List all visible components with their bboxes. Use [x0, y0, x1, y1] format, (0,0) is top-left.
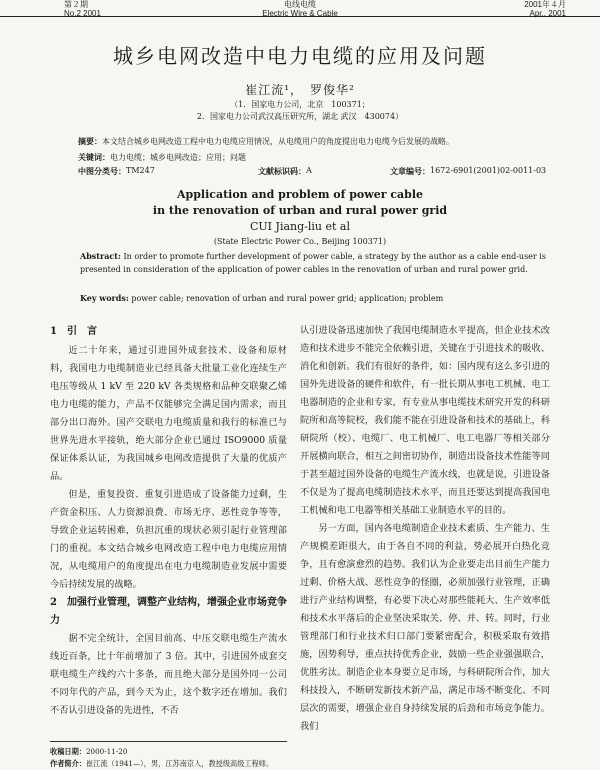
header-right [524, 1, 566, 19]
section-2-paragraph-2: 另一方面，国内各电缆制造企业技术素质、生产能力、生产规模差距很大，由于各自不同的利益，势必展开白热化竞争，且有愈演愈烈的趋势。我们认为企业要走出目前生产能力过剩、价格大战、恶性竞争的怪圈，必须加强行业管理，正确进行产业结构调整，有必要下决心对那些能耗大、生产效率低和技术水平落后的企业坚决采取关、停、并、转。同时，行业管理部门和行业技术归口部门要紧密配合，积极采取有效措施，因势利导，重点扶持优秀企业，鼓励一些企业强强联合，优胜劣汰。制造企业本身要立足市场，与科研院所合作，加大科技投入，不断研发新技术新产品，满足市场不断变化、不同层次的需要，增强企业自身持续发展的后劲和市场竞争能力。我们 [300, 523, 550, 732]
abstract-cn [78, 134, 548, 149]
author-en: CUI Jiang-liu et al [250, 220, 350, 233]
received-value: 2000-11-20 [85, 747, 128, 756]
paper-title-cn: 城乡电网改造中电力电缆的应用及问题 [113, 44, 487, 68]
keywords-cn-text: 电力电缆；城乡电网改造；应用；问题 [110, 153, 246, 162]
affiliation-1: （1．国家电力公司，北京 100371； [230, 100, 370, 109]
section-2-paragraph-1-continued: 认引进设备迅速加快了我国电缆制造水平提高，但企业技术改造和技术进步不能完全依赖引进，关键在于引进技术的吸收、消化和创新。我们有很好的条件，如：国内现有这么多引进的国外先进设备的硬件和软件，有一批长期从事电工机械、电工电器制造的企业和专家，有专业从事电缆技术研究开发的科研院所和高等院校，我们能不能在引进设备和技术的基础上，科研院所（校）、电缆厂、电工机械厂、电工电器厂等相关部分开展横向联合，相互之间密切协作，制造出设备技术性能等同于甚至超过国外设备的电缆生产流水线，也就是说，引进设备不仅是为了提高电缆制造技术水平，而且还要达到提高我国电工机械和电工电器等相关基础工业制造水平的目的。 [300, 325, 550, 516]
clc-value: TM247 [126, 166, 155, 175]
header-center [0, 1, 600, 19]
header-date-cn: 2001年４月 [524, 0, 566, 9]
header-issue-en: No.2 2001 [64, 8, 101, 18]
bio-value: 崔江流（1941—），男，江苏南京人，教授级高级工程师。 [85, 759, 274, 768]
bio-label: 作者简介： [50, 759, 86, 768]
running-header [0, 0, 600, 17]
abstract-en [80, 250, 550, 276]
received-date [50, 746, 287, 758]
paper-title-en-line1: Application and problem of power cable [176, 188, 424, 201]
header-journal-en: Electric Wire & Cable [262, 8, 338, 18]
header-date-en: Apr., 2001 [529, 8, 566, 18]
header-journal-cn: 电线电缆 [284, 0, 316, 9]
keywords-cn [78, 150, 548, 165]
keywords-en [80, 293, 550, 303]
paper-title-en-line2: in the renovation of urban and rural power grid [152, 204, 448, 217]
keywords-cn-label: 关键词： [78, 152, 110, 162]
classification-row [78, 166, 548, 180]
section-1-paragraph-1: 近二十年来，通过引进国外成套技术、设备和原材料，我国电力电缆制造业已经具备大批量工业化连续生产电压等级从 1 kV 至 220 kV 各类规格和品种交联聚乙烯电力电缆的能力，产品不仅能够完全满足国内需求，而且部分出口海外。国产交联电力电缆质量和我行的标准已与世界先进水平接轨，绝大部分企业已通过 ISO9000 质量保证体系认证，为我国城乡电网改造提供了大量的优质产品。 [50, 345, 287, 482]
affiliation-2: 2．国家电力公司武汉高压研究所，湖北 武汉 430074） [196, 112, 404, 121]
article-id-label: 文章编号： [390, 166, 430, 176]
body-column-right [300, 322, 550, 736]
section-2-paragraph-1: 据不完全统计，全国目前高、中压交联电缆生产流水线近百条，比十年前增加了 3 倍。其中，引进国外成套交联电缆生产线约六十多条，而且绝大部分是国外同一公司不同年代的产品，到今天为止，这个数字还在增加。我们不否认引进设备的先进性，不否 [50, 633, 287, 716]
keywords-en-text: power cable; renovation of urban and rural power grid; application; problem [128, 294, 444, 303]
article-id-value: 1672-6901(2001)02-0011-03 [430, 166, 547, 175]
abstract-en-label: Abstract: [80, 251, 121, 261]
affiliation-en: (State Electric Power Co., Beijing 100371) [213, 237, 387, 246]
abstract-en-text: In order to promote further development of power cable, a strategy by the author as a cable end-user is presented in consideration of the application of power cables in the renovation of urban and rural power grid. [80, 252, 546, 274]
keywords-en-label: Key words: [80, 293, 129, 303]
body-column-left [50, 322, 287, 720]
author-bio [50, 758, 287, 770]
abstract-cn-label: 摘要： [78, 136, 102, 146]
received-label: 收稿日期： [50, 747, 86, 756]
doc-code-label: 文献标识码： [258, 166, 306, 176]
doc-code-value: A [306, 166, 312, 175]
authors-cn: 崔江流¹， 罗俊华² [245, 83, 355, 97]
section-2-heading: 2 加强行业管理，调整产业结构，增强企业市场竞争力 [50, 597, 287, 626]
section-1-paragraph-2: 但是，重复投资、重复引进造成了设备能力过剩，生产资金积压、人力资源浪费、市场无序、恶性竞争等等，导致企业运转困难，负担沉重的现状必须引起行业管理部门的重视。本文结合城乡电网改造工程中电力电缆应用情况，从电缆用户的角度提出在电力电缆制造业发展中需要今后持续发展的战略。 [50, 489, 287, 590]
footnote [50, 741, 287, 770]
section-1-heading: 1 引 言 [50, 326, 97, 337]
abstract-cn-text: 本文结合城乡电网改造工程中电力电缆应用情况，从电缆用户的角度提出电力电缆今后发展的战略。 [102, 137, 454, 146]
clc-label: 中图分类号： [78, 166, 126, 176]
header-issue-cn: 第２期 [64, 0, 88, 9]
